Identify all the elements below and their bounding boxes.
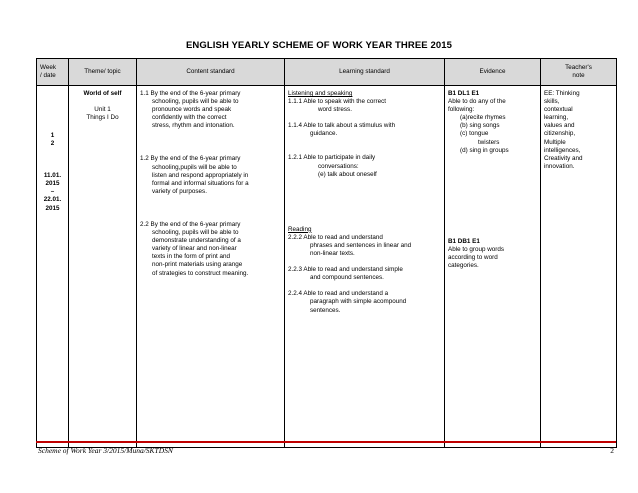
- header-row: [37, 59, 617, 86]
- header-note: Teacher's note: [541, 59, 617, 86]
- theme-title: World of self: [83, 90, 122, 97]
- footer-rule: [36, 441, 616, 443]
- content-standard-2-2: 2.2 By the end of the 6-year primary schooling, pupils will be able to demonstrate understanding of a variety of linear and non-linear texts in the form of print and non-print materials using arange of strategies to construct meaning.: [140, 220, 249, 277]
- evidence-block-1: B1 DL1 E1 Able to do any of the following: (a)recite rhymes (b) sing songs (c) tongue twisters (d) sing in groups: [448, 90, 537, 155]
- evidence-block-2: B1 DB1 E1 Able to group words according to word categories.: [448, 238, 537, 270]
- header-content: Content standard: [137, 59, 285, 86]
- page-title: ENGLISH YEARLY SCHEME OF WORK YEAR THREE 2015: [186, 40, 452, 51]
- unit-label: Unit 1: [94, 106, 111, 114]
- week-date-dash: –: [50, 188, 55, 196]
- week-date: 2015: [45, 180, 60, 188]
- content-cell: [137, 86, 285, 448]
- content-standard-1-1: 1.1 By the end of the 6-year primary schooling, pupils will be able to pronounce words and speak confidently with the correct stress, rhythm and intonation.: [140, 90, 241, 130]
- theme-cell: [69, 86, 137, 448]
- evidence-cell: [445, 86, 541, 448]
- week-date: 2015: [45, 204, 60, 212]
- content-standard-1-2: 1.2 By the end of the 6-year primary schooling,pupils will be able to listen and respond appropriately in formal and informal situations for a variety of purposes.: [140, 155, 249, 195]
- week-cell: [37, 86, 69, 448]
- learning-standard-2-2-2: 2.2.2 Able to read and understand: [288, 233, 383, 241]
- header-learning: Learning standard: [285, 59, 445, 86]
- learning-cell: Listening and speaking 1.1.1 Able to speak with the correct word stress. 1.1.4 Able to talk about a stimulus with guidance. 1.2.1 Able to participate in daily conversations: (e) talk about oneself Reading 2.2.2 Able to read and understand phrases and sentences in linear and non-linear texts. 2.2.3 Able to read and understand simple and compound sentences. 2.2.4 Able to read and understand a paragraph with simple acompound sentences.: [285, 86, 445, 448]
- learning-standard-1-1-4: 1.1.4 Able to talk about a stimulus with: [288, 122, 396, 130]
- header-theme: Theme/ topic: [69, 59, 137, 86]
- week-date: 11.01.: [43, 172, 62, 180]
- evidence-code: B1 DB1 E1: [448, 237, 480, 245]
- teacher-note-cell: EE: Thinking skills, contextual learning, values and citizenship, Multiple intelligences, Creativity and innovation.: [541, 86, 617, 448]
- learning-standard-2-2-4: 2.2.4 Able to read and understand a: [288, 290, 389, 298]
- header-week: Week / date: [37, 59, 69, 86]
- table-row: [37, 86, 617, 448]
- scheme-table: [36, 58, 617, 448]
- week-number: 1: [50, 132, 55, 139]
- learning-standard-1-1-1: 1.1.1 Able to speak with the correct: [288, 98, 387, 106]
- learning-standard-2-2-3: 2.2.3 Able to read and understand simple: [288, 266, 403, 274]
- learning-standard-1-2-1: 1.2.1 Able to participate in daily: [288, 154, 376, 162]
- page-number: 2: [610, 446, 614, 455]
- footer-text: Scheme of Work Year 3/2015/Muna/SKTDSN: [38, 446, 173, 455]
- week-date: 22.01.: [43, 196, 62, 204]
- section-heading-reading: Reading: [288, 225, 312, 233]
- section-heading-listening: Listening and speaking: [288, 90, 353, 97]
- evidence-code: B1 DL1 E1: [448, 90, 480, 97]
- topic-label: Things I Do: [86, 114, 119, 122]
- header-evidence: Evidence: [445, 59, 541, 86]
- week-number: 2: [50, 140, 55, 148]
